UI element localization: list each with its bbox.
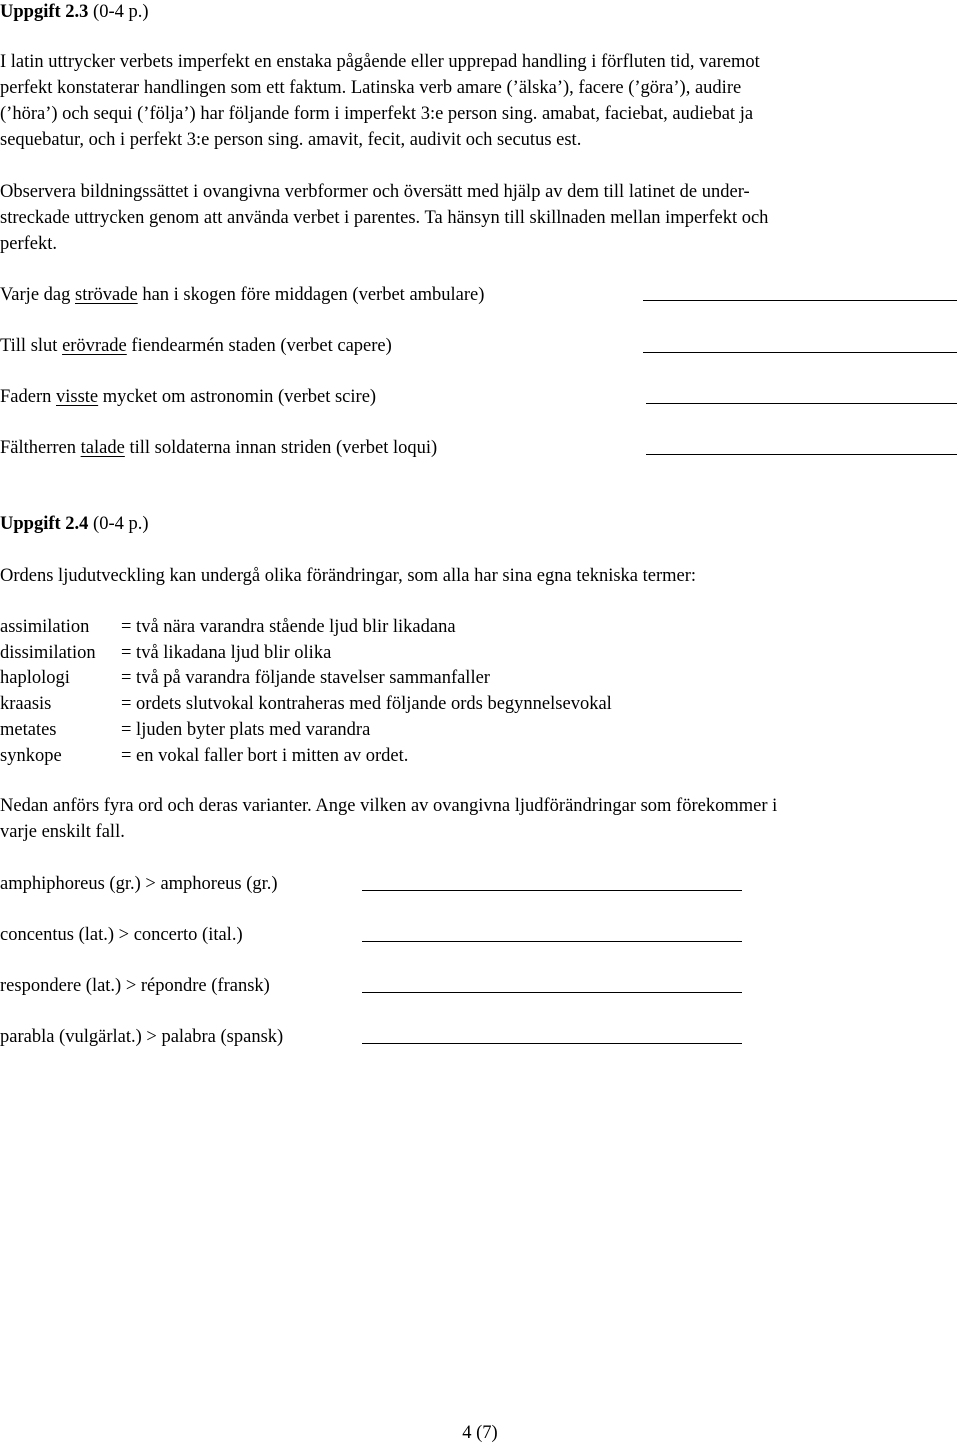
term: haplologi: [0, 668, 70, 688]
answer-line[interactable]: [362, 992, 742, 993]
task-2-3-intro: [0, 49, 945, 153]
term-row: [0, 743, 408, 769]
task-title: Uppgift 2.3: [0, 2, 89, 22]
item-text: Till slut: [0, 336, 63, 356]
paragraph-line: varje enskilt fall.: [0, 822, 125, 842]
item-text: han i skogen före middagen (verbet ambulare): [137, 285, 485, 305]
answer-line[interactable]: [646, 454, 957, 455]
term: kraasis: [0, 694, 52, 714]
translation-item-1: [0, 282, 484, 308]
task-heading-2-3: [0, 0, 149, 25]
term-definition: = en vokal faller bort i mitten av ordet.: [121, 746, 409, 766]
term-definition: = två likadana ljud blir olika: [121, 643, 332, 663]
paragraph-line: sequebatur, och i perfekt 3:e person sing. amavit, fecit, audivit och secutus est.: [0, 130, 582, 150]
term-row: [0, 665, 490, 691]
item-text: Fältherren: [0, 438, 81, 458]
paragraph-line: perfekt.: [0, 234, 58, 254]
sound-change-item-3: respondere (lat.) > répondre (fransk): [0, 976, 270, 996]
term: assimilation: [0, 617, 90, 637]
paragraph-line: (’höra’) och sequi (’följa’) har följande form i imperfekt 3:e person sing. amabat, faciebat, audiebat ja: [0, 104, 754, 124]
sound-change-item-4: parabla (vulgärlat.) > palabra (spansk): [0, 1027, 284, 1047]
term: metates: [0, 720, 57, 740]
answer-line[interactable]: [362, 1043, 742, 1044]
term: synkope: [0, 746, 62, 766]
term-definition: = ordets slutvokal kontraheras med följande ords begynnelsevokal: [121, 694, 612, 714]
paragraph-line: Nedan anförs fyra ord och deras varianter. Ange vilken av ovangivna ljudförändringar som förekommer i: [0, 796, 778, 816]
paragraph-line: Observera bildningssättet i ovangivna verbformer och översätt med hjälp av dem till latinet de under-: [0, 182, 750, 202]
underlined-word: erövrade: [62, 336, 127, 356]
task-2-3-instruction: [0, 179, 945, 257]
term-row: [0, 640, 331, 666]
term-row: [0, 717, 370, 743]
item-text: mycket om astronomin (verbet scire): [98, 387, 377, 407]
paragraph-line: streckade uttrycken genom att använda verbet i parentes. Ta hänsyn till skillnaden mellan imperfekt och: [0, 208, 769, 228]
answer-line[interactable]: [643, 352, 957, 353]
item-text: fiendearmén staden (verbet capere): [126, 336, 392, 356]
sound-change-item-2: concentus (lat.) > concerto (ital.): [0, 925, 243, 945]
item-text: Fadern: [0, 387, 56, 407]
translation-item-4: [0, 435, 437, 461]
item-text: Varje dag: [0, 285, 75, 305]
term-definition: = två på varandra följande stavelser sammanfaller: [121, 668, 490, 688]
answer-line[interactable]: [362, 941, 742, 942]
answer-line[interactable]: [646, 403, 957, 404]
term-definition: = två nära varandra stående ljud blir likadana: [121, 617, 456, 637]
paragraph-line: perfekt konstaterar handlingen som ett faktum. Latinska verb amare (’älska’), facere (’göra’), audire: [0, 78, 742, 98]
translation-item-3: [0, 384, 376, 410]
task-2-4-instruction: [0, 793, 945, 845]
sound-change-item-1: amphiphoreus (gr.) > amphoreus (gr.): [0, 874, 278, 894]
term-row: [0, 614, 456, 640]
underlined-word: visste: [56, 387, 99, 407]
term-row: [0, 691, 612, 717]
task-title: Uppgift 2.4: [0, 514, 89, 534]
answer-line[interactable]: [362, 890, 742, 891]
item-text: till soldaterna innan striden (verbet loqui): [124, 438, 438, 458]
answer-line[interactable]: [643, 300, 957, 301]
task-points: (0-4 p.): [93, 2, 149, 22]
term-definition: = ljuden byter plats med varandra: [121, 720, 371, 740]
task-heading-2-4: [0, 511, 149, 537]
term: dissimilation: [0, 643, 96, 663]
underlined-word: strövade: [75, 285, 138, 305]
translation-item-2: [0, 333, 392, 359]
task-points: (0-4 p.): [93, 514, 149, 534]
paragraph-line: I latin uttrycker verbets imperfekt en enstaka pågående eller upprepad handling i förfluten tid, varemot: [0, 52, 760, 72]
page-number: 4 (7): [462, 1423, 498, 1443]
underlined-word: talade: [80, 438, 125, 458]
task-2-4-intro: Ordens ljudutveckling kan undergå olika förändringar, som alla har sina egna tekniska termer:: [0, 566, 697, 586]
